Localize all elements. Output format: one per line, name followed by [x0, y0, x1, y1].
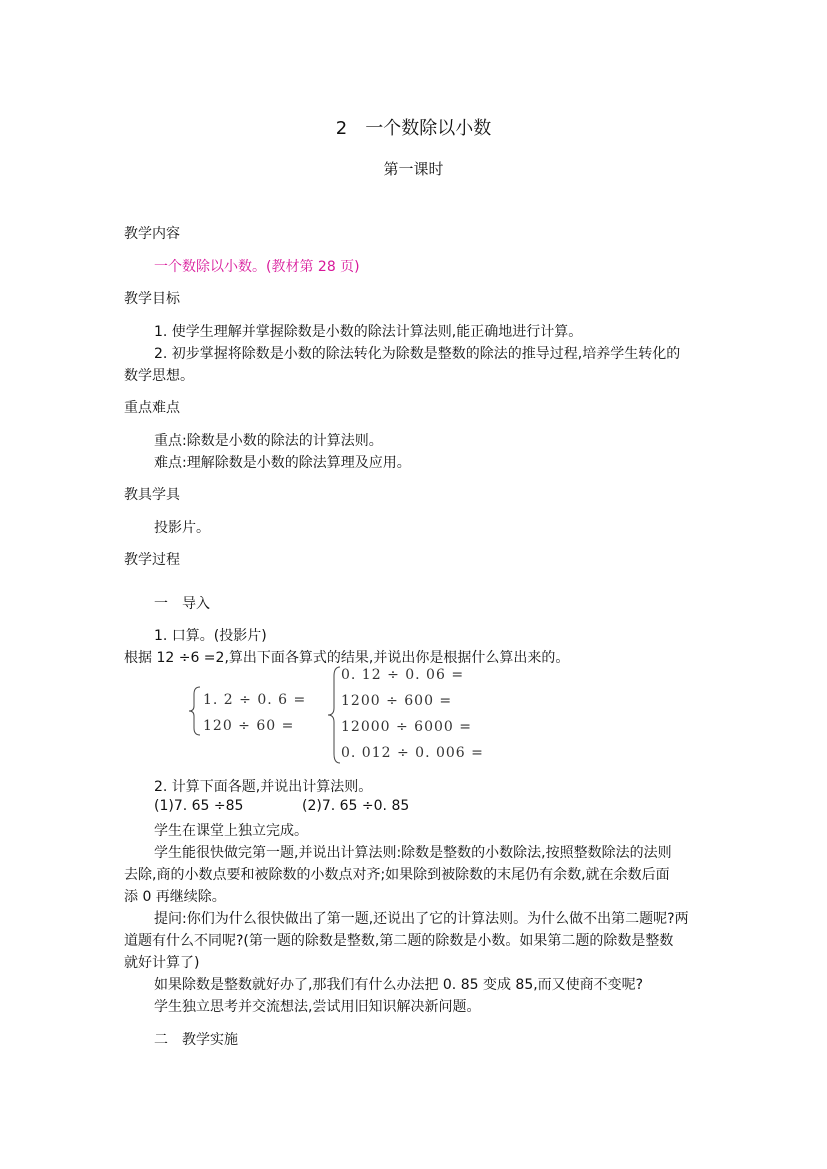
part1-heading: 一 导入 [154, 596, 210, 612]
basis-line: 根据 12 ÷6 =2,算出下面各算式的结果,并说出你是根据什么算出来的。 [124, 650, 570, 666]
tools-text: 投影片。 [154, 520, 210, 536]
goal-2b: 数学思想。 [124, 368, 194, 384]
key-point: 重点:除数是小数的除法的计算法则。 [154, 433, 383, 449]
para1-line2: 去除,商的小数点要和被除数的小数点对齐;如果除到被除数的末尾仍有余数,就在余数后面 [124, 867, 670, 883]
para2-line1: 提问:你们为什么很快做出了第一题,还说出了它的计算法则。为什么做不出第二题呢?两 [154, 911, 689, 927]
problem-2: (2)7. 65 ÷0. 85 [302, 798, 410, 814]
para1-line1: 学生能很快做完第一题,并说出计算法则:除数是整数的小数除法,按照整数除法的法则 [154, 845, 672, 861]
goal-2a: 2. 初步掌握将除数是小数的除法转化为除数是整数的除法的推导过程,培养学生转化的 [154, 346, 681, 362]
heading-tools: 教具学具 [124, 487, 180, 503]
problem-1: (1)7. 65 ÷85 [154, 798, 244, 814]
calc-task: 2. 计算下面各题,并说出计算法则。 [154, 779, 373, 795]
right-expr-1: 0. 12 ÷ 0. 06 = [341, 667, 465, 683]
independent-work: 学生在课堂上独立完成。 [154, 823, 308, 839]
right-expr-4: 0. 012 ÷ 0. 006 = [341, 745, 484, 761]
left-expr-1: 1. 2 ÷ 0. 6 = [203, 692, 307, 708]
heading-process: 教学过程 [124, 552, 180, 568]
right-expr-3: 12000 ÷ 6000 = [341, 719, 472, 735]
content-text: 一个数除以小数。(教材第 28 页) [154, 259, 360, 275]
heading-key-points: 重点难点 [124, 400, 180, 416]
para3: 如果除数是整数就好办了,那我们有什么办法把 0. 85 变成 85,而又使商不变呢? [154, 977, 644, 993]
heading-goals: 教学目标 [124, 291, 180, 307]
heading-content: 教学内容 [124, 226, 180, 242]
para2-line2: 道题有什么不同呢?(第一题的除数是整数,第二题的除数是小数。如果第二题的除数是整数 [124, 933, 674, 949]
right-brace [326, 666, 342, 764]
part2-heading: 二 教学实施 [154, 1032, 238, 1048]
left-expr-2: 120 ÷ 60 = [203, 718, 295, 734]
page-title: 2 一个数除以小数 [335, 118, 492, 139]
page-subtitle: 第一课时 [383, 160, 444, 178]
goal-1: 1. 使学生理解并掌握除数是小数的除法计算法则,能正确地进行计算。 [154, 324, 583, 340]
right-expr-2: 1200 ÷ 600 = [341, 693, 453, 709]
para2-line3: 就好计算了) [124, 955, 200, 971]
para1-line3: 添 0 再继续除。 [124, 889, 226, 905]
left-brace [188, 686, 202, 736]
oral-calc: 1. 口算。(投影片) [154, 628, 267, 644]
para4: 学生独立思考并交流想法,尝试用旧知识解决新问题。 [154, 999, 481, 1015]
hard-point: 难点:理解除数是小数的除法算理及应用。 [154, 455, 411, 471]
